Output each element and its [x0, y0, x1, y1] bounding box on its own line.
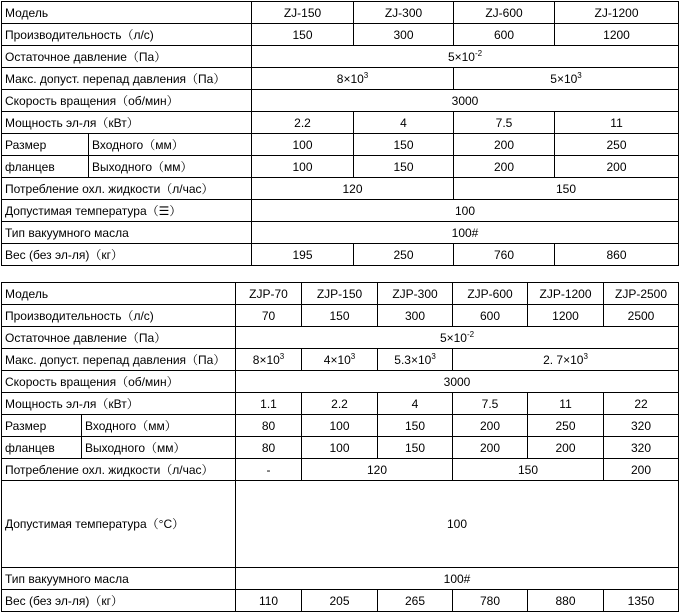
inlet-cell: 250 [555, 134, 679, 156]
row-label-capacity: Производительность（л/с) [2, 305, 236, 327]
outlet-cell: 80 [236, 437, 302, 459]
zj-spec-table [1, 1, 679, 266]
power-cell: 4 [378, 393, 453, 415]
outlet-cell: 100 [252, 156, 354, 178]
zjp-spec-table [1, 282, 679, 612]
table-row [2, 590, 679, 612]
capacity-cell: 300 [378, 305, 453, 327]
outlet-cell: 200 [454, 156, 555, 178]
weight-cell: 195 [252, 244, 354, 266]
coolant-cell: 150 [453, 459, 604, 481]
residual-value-cell [252, 46, 679, 68]
maxdp-value: 4×10 [323, 352, 351, 367]
maxdp-value: 2. 7×10 [543, 352, 584, 367]
row-label-power: Мощность эл-ля（кВт） [2, 112, 252, 134]
maxdp-cell [378, 349, 453, 371]
maxdp-cell [302, 349, 378, 371]
outlet-cell: 100 [302, 437, 378, 459]
row-label-model: Модель [2, 2, 252, 24]
maxdp-value: 8×10 [252, 352, 280, 367]
temperature-value: 100 [252, 200, 679, 222]
power-cell: 4 [354, 112, 454, 134]
maxdp-cell [454, 68, 679, 90]
table-row [2, 68, 679, 90]
table-row [2, 437, 679, 459]
row-label-temperature: Допустимая температура（°C） [2, 481, 236, 568]
table-row [2, 2, 679, 24]
weight-cell: 205 [302, 590, 378, 612]
model-cell: ZJP-1200 [528, 283, 604, 305]
power-cell: 11 [555, 112, 679, 134]
row-label-oil: Тип вакуумного масла [2, 568, 236, 590]
weight-cell: 265 [378, 590, 453, 612]
row-label-residual: Остаточное давление（Па） [2, 327, 236, 349]
inlet-cell: 200 [454, 134, 555, 156]
coolant-cell: 200 [604, 459, 679, 481]
row-label-oil: Тип вакуумного масла [2, 222, 252, 244]
row-label-outlet: Выходного（мм） [89, 156, 252, 178]
coolant-cell: 120 [252, 178, 454, 200]
maxdp-exponent: 3 [577, 70, 582, 80]
table-row [2, 222, 679, 244]
table-row [2, 481, 679, 568]
maxdp-cell [453, 349, 679, 371]
oil-value: 100# [252, 222, 679, 244]
maxdp-exponent: 3 [279, 351, 285, 361]
speed-value: 3000 [236, 371, 679, 393]
weight-cell: 760 [454, 244, 555, 266]
row-label-capacity: Производительность（л/с) [2, 24, 252, 46]
row-label-coolant: Потребление охл. жидкости（л/час） [2, 459, 236, 481]
row-label-weight: Вес (без эл-ля)（кг） [2, 244, 252, 266]
power-cell: 7.5 [454, 112, 555, 134]
maxdp-value: 5×10 [550, 71, 578, 86]
outlet-cell: 200 [453, 437, 528, 459]
capacity-cell: 70 [236, 305, 302, 327]
weight-cell: 1350 [604, 590, 679, 612]
weight-cell: 880 [528, 590, 604, 612]
row-label-speed: Скорость вращения（об/мин） [2, 371, 236, 393]
outlet-cell: 200 [555, 156, 679, 178]
row-label-outlet: Выходного（мм） [82, 437, 236, 459]
outlet-cell: 320 [604, 437, 679, 459]
coolant-cell: 150 [454, 178, 679, 200]
table-row [2, 283, 679, 305]
power-cell: 11 [528, 393, 604, 415]
outlet-cell: 200 [528, 437, 604, 459]
maxdp-cell [236, 349, 302, 371]
model-cell: ZJP-70 [236, 283, 302, 305]
row-label-maxdp: Макс. допуст. перепад давления（Па） [2, 68, 252, 90]
coolant-cell: 120 [302, 459, 453, 481]
maxdp-exponent: 3 [583, 351, 588, 361]
capacity-cell: 2500 [604, 305, 679, 327]
table-row [2, 112, 679, 134]
table-row [2, 349, 679, 371]
capacity-cell: 1200 [528, 305, 604, 327]
weight-cell: 110 [236, 590, 302, 612]
table-row [2, 327, 679, 349]
temperature-value: 100 [236, 481, 679, 568]
residual-value: 5×10 [447, 49, 475, 64]
table-row [2, 178, 679, 200]
row-label-speed: Скорость вращения（об/мин） [2, 90, 252, 112]
inlet-cell: 320 [604, 415, 679, 437]
model-cell: ZJP-2500 [604, 283, 679, 305]
inlet-cell: 80 [236, 415, 302, 437]
row-label-inlet: Входного（мм） [82, 415, 236, 437]
capacity-cell: 300 [354, 24, 454, 46]
weight-cell: 860 [555, 244, 679, 266]
row-label-power: Мощность эл-ля（кВт） [2, 393, 236, 415]
capacity-cell: 150 [252, 24, 354, 46]
residual-value-cell [236, 327, 679, 349]
inlet-cell: 200 [453, 415, 528, 437]
table-row [2, 568, 679, 590]
model-cell: ZJP-300 [378, 283, 453, 305]
table-row [2, 90, 679, 112]
maxdp-value: 8×10 [336, 71, 364, 86]
model-cell: ZJ-1200 [555, 2, 679, 24]
maxdp-exponent: 3 [363, 70, 369, 80]
capacity-cell: 1200 [555, 24, 679, 46]
residual-value: 5×10 [439, 330, 467, 345]
model-cell: ZJ-150 [252, 2, 354, 24]
power-cell: 1.1 [236, 393, 302, 415]
residual-exponent: -2 [474, 48, 483, 58]
inlet-cell: 100 [302, 415, 378, 437]
power-cell: 2.2 [252, 112, 354, 134]
table-row [2, 134, 679, 156]
capacity-cell: 150 [302, 305, 378, 327]
speed-value: 3000 [252, 90, 679, 112]
model-cell: ZJ-300 [354, 2, 454, 24]
row-label-weight: Вес (без эл-ля)（кг） [2, 590, 236, 612]
model-cell: ZJP-150 [302, 283, 378, 305]
inlet-cell: 150 [354, 134, 454, 156]
table-row [2, 46, 679, 68]
row-label-flange-1: Размер [2, 415, 82, 437]
row-label-inlet: Входного（мм） [89, 134, 252, 156]
outlet-cell: 150 [378, 437, 453, 459]
row-label-maxdp: Макс. допуст. перепад давления（Па） [2, 349, 236, 371]
row-label-model: Модель [2, 283, 236, 305]
inlet-cell: 150 [378, 415, 453, 437]
power-cell: 7.5 [453, 393, 528, 415]
row-label-flange-1: Размер [2, 134, 89, 156]
table-row [2, 24, 679, 46]
maxdp-cell [252, 68, 454, 90]
model-cell: ZJP-600 [453, 283, 528, 305]
residual-exponent: -2 [466, 329, 475, 339]
table-row [2, 244, 679, 266]
row-label-flange-2: фланцев [2, 156, 89, 178]
coolant-cell: - [236, 459, 302, 481]
maxdp-exponent: 3 [350, 351, 356, 361]
table-row [2, 415, 679, 437]
oil-value: 100# [236, 568, 679, 590]
table-row [2, 459, 679, 481]
maxdp-value: 5.3×10 [394, 352, 432, 367]
outlet-cell: 150 [354, 156, 454, 178]
row-label-temperature: Допустимая температура（☰） [2, 200, 252, 222]
power-cell: 22 [604, 393, 679, 415]
model-cell: ZJ-600 [454, 2, 555, 24]
capacity-cell: 600 [454, 24, 555, 46]
inlet-cell: 250 [528, 415, 604, 437]
table-row [2, 371, 679, 393]
row-label-flange-2: фланцев [2, 437, 82, 459]
table-row [2, 156, 679, 178]
power-cell: 2.2 [302, 393, 378, 415]
row-label-residual: Остаточное давление（Па） [2, 46, 252, 68]
weight-cell: 250 [354, 244, 454, 266]
maxdp-exponent: 3 [431, 351, 436, 361]
inlet-cell: 100 [252, 134, 354, 156]
table-row [2, 393, 679, 415]
table-row [2, 305, 679, 327]
table-row [2, 200, 679, 222]
row-label-coolant: Потребление охл. жидкости（л/час） [2, 178, 252, 200]
capacity-cell: 600 [453, 305, 528, 327]
weight-cell: 780 [453, 590, 528, 612]
